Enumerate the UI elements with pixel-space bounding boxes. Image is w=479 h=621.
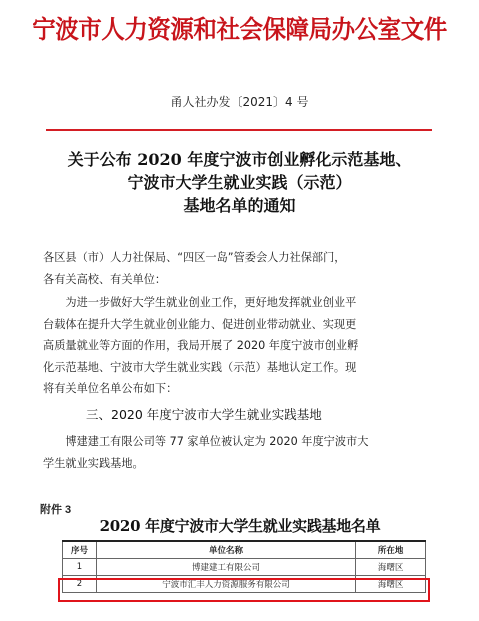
notice-title — [40, 148, 439, 217]
section-3-paragraph — [43, 431, 443, 474]
addressee-line-2: 各有关高校、有关单位： — [43, 272, 167, 286]
notice-title-line-3: 基地名单的通知 — [183, 196, 296, 215]
paragraph-line: 将有关单位名单公布如下： — [43, 382, 178, 395]
paragraph-line: 化示范基地、宁波市大学生就业实践（示范）基地认定工作。现 — [43, 360, 357, 374]
attachment-list-title: 2020 年度宁波市大学生就业实践基地名单 — [99, 517, 381, 535]
paragraph-line: 台载体在提升大学生就业创业能力、促进创业带动就业、实现更 — [43, 317, 357, 331]
notice-title-line-1: 关于公布 2020 年度宁波市创业孵化示范基地、 — [67, 150, 412, 169]
addressee-block — [43, 247, 443, 290]
document-number: 甬人社办发〔2021〕4 号 — [170, 95, 309, 109]
addressee-line-1: 各区县（市）人力社保局、“四区一岛”管委会人力社保部门， — [43, 251, 346, 264]
cell-location: 海曙区 — [356, 575, 426, 592]
intro-paragraph — [43, 292, 443, 400]
table-header-row — [63, 541, 426, 558]
red-divider-rule — [46, 129, 432, 131]
paragraph-line: 学生就业实践基地。 — [43, 456, 144, 470]
attachment-label: 附件 3 — [40, 504, 72, 516]
section-3-heading: 三、2020 年度宁波市大学生就业实践基地 — [86, 407, 322, 422]
paragraph-line: 博建建工有限公司等 77 家单位被认定为 2020 年度宁波市大 — [43, 435, 369, 448]
paragraph-line: 为进一步做好大学生就业创业工作，更好地发挥就业创业平 — [43, 296, 357, 309]
header-cell-number: 序号 — [63, 541, 97, 558]
cell-number: 2 — [63, 575, 97, 592]
header-cell-unit-name: 单位名称 — [96, 541, 355, 558]
table-row — [63, 558, 426, 575]
cell-unit-name: 博建建工有限公司 — [96, 558, 355, 575]
cell-unit-name: 宁波市汇丰人力资源服务有限公司 — [96, 575, 355, 592]
org-header-title: 宁波市人力资源和社会保障局办公室文件 — [32, 15, 447, 44]
red-highlight-box — [58, 578, 430, 602]
cell-number: 1 — [63, 558, 97, 575]
header-cell-location: 所在地 — [356, 541, 426, 558]
notice-title-line-2: 宁波市大学生就业实践（示范） — [127, 173, 352, 192]
paragraph-line: 高质量就业等方面的作用，我局开展了 2020 年度宁波市创业孵 — [43, 339, 359, 352]
cell-location: 海曙区 — [356, 558, 426, 575]
